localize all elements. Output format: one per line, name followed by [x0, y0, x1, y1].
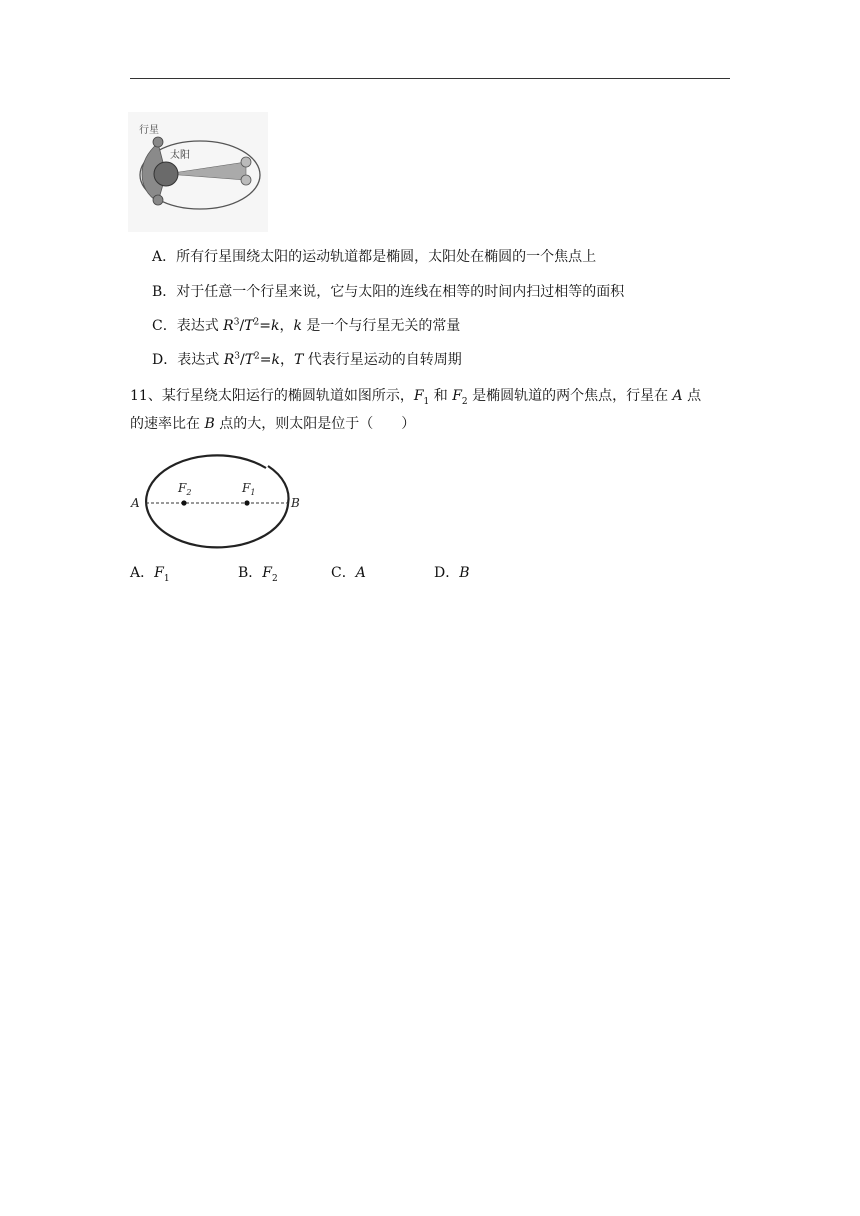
planet-label: 行星	[139, 125, 159, 136]
q11-stem-line2: 的速率比在 B 点的大，则太阳是位于（ ）	[130, 416, 416, 432]
kepler-orbit-figure	[128, 112, 268, 232]
q10-option-c: C．表达式 $R^3/T^2=k$，k 是一个与行星无关的常量	[152, 317, 461, 334]
label-F2: $F_2$	[178, 481, 192, 497]
label-A: A	[131, 496, 140, 510]
q10-option-b: B．对于任意一个行星来说，它与太阳的连线在相等的时间内扫过相等的面积	[152, 284, 625, 300]
ellipse-orbit-figure	[128, 452, 308, 552]
header-rule	[130, 78, 730, 79]
q10-option-a: A．所有行星围绕太阳的运动轨道都是椭圆，太阳处在椭圆的一个焦点上	[152, 249, 597, 265]
q11-option-b: B．$F_2$	[238, 565, 278, 584]
q10-option-d: D．表达式 $R^3/T^2=k$，T 代表行星运动的自转周期	[152, 351, 462, 368]
q11-option-d: D．B	[434, 565, 470, 581]
label-B: B	[291, 496, 300, 510]
q11-option-a: A．$F_1$	[130, 565, 170, 584]
q11-stem-line1: 11、某行星绕太阳运行的椭圆轨道如图所示，$F_1$ 和 $F_2$ 是椭圆轨道的两个焦点，行星在 A 点	[130, 388, 702, 407]
sun-label: 太阳	[170, 150, 190, 161]
label-F1: $F_1$	[242, 481, 256, 497]
q11-option-c: C．A	[331, 565, 366, 581]
